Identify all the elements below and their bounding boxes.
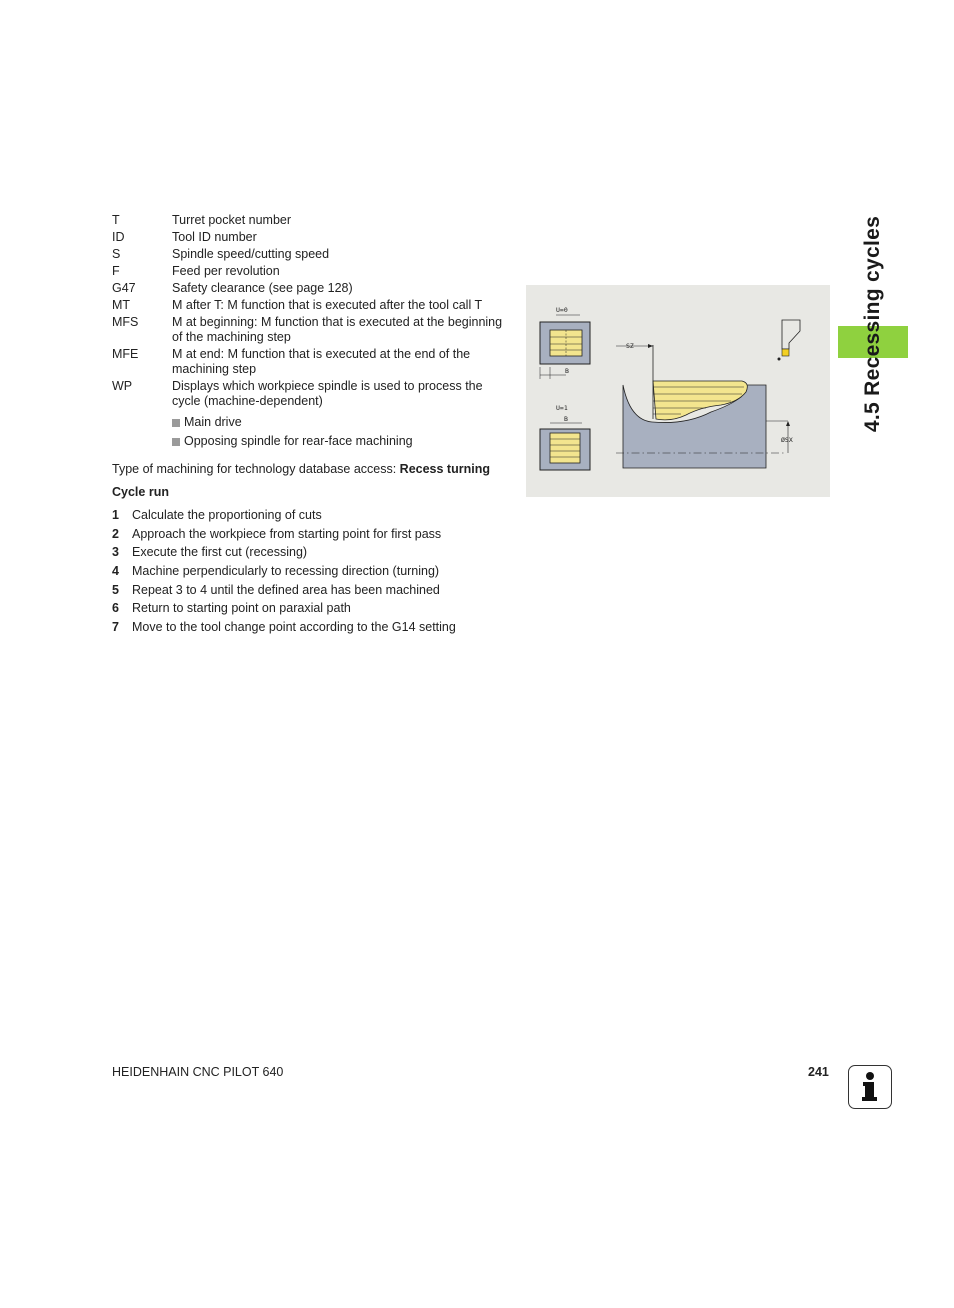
tool-insert xyxy=(782,349,789,356)
wp-options xyxy=(172,415,507,449)
step-number: 6 xyxy=(112,601,119,616)
param-desc: Safety clearance (see page 128) xyxy=(172,281,353,295)
param-row xyxy=(112,315,507,345)
wp-option-label: Opposing spindle for rear-face machining xyxy=(184,434,413,448)
param-code: F xyxy=(112,264,120,278)
step-text: Move to the tool change point according to the G14 setting xyxy=(132,620,456,635)
list-item xyxy=(112,508,512,523)
page-number: 241 xyxy=(808,1065,829,1079)
label-b-bottom: B xyxy=(564,415,568,423)
list-item xyxy=(112,564,512,579)
technology-prefix: Type of machining for technology database access: xyxy=(112,462,400,476)
cycle-steps xyxy=(112,508,512,639)
technology-value: Recess turning xyxy=(399,462,490,476)
param-code: WP xyxy=(112,379,133,393)
list-item xyxy=(112,583,512,598)
step-number: 5 xyxy=(112,582,119,597)
param-code: S xyxy=(112,247,121,261)
param-desc: Turret pocket number xyxy=(172,213,292,227)
step-text: Execute the first cut (recessing) xyxy=(132,545,308,560)
list-item xyxy=(172,434,507,449)
step-number: 2 xyxy=(112,526,119,541)
section-heading: Cycle run xyxy=(112,485,169,499)
footer-product: HEIDENHAIN CNC PILOT 640 xyxy=(112,1065,284,1079)
label-u1: U=1 xyxy=(556,404,568,412)
tool-holder xyxy=(782,320,800,349)
list-item xyxy=(112,620,512,635)
list-item xyxy=(112,545,512,560)
param-code: T xyxy=(112,213,120,227)
param-desc: M after T: M function that is executed after the tool call T xyxy=(172,298,483,312)
step-text: Approach the workpiece from starting point for first pass xyxy=(132,526,442,541)
arrow-icon xyxy=(648,344,653,348)
param-row xyxy=(112,347,507,377)
label-b-top: B xyxy=(565,367,569,375)
step-text: Repeat 3 to 4 until the defined area has been machined xyxy=(132,582,440,597)
technology-line xyxy=(112,462,490,477)
recess-turning-diagram xyxy=(526,285,830,497)
param-desc: Spindle speed/cutting speed xyxy=(172,247,330,261)
section-title: 4.5 Recessing cycles xyxy=(861,215,884,433)
param-row xyxy=(112,281,507,296)
step-number: 3 xyxy=(112,545,119,560)
param-row xyxy=(112,247,507,262)
param-row xyxy=(112,213,507,228)
step-text: Return to starting point on paraxial path xyxy=(132,601,351,616)
param-code: MFS xyxy=(112,315,139,329)
diagram-svg xyxy=(526,285,830,497)
param-code: MFE xyxy=(112,347,139,361)
bullet-square-icon xyxy=(172,438,180,446)
bullet-square-icon xyxy=(172,419,180,427)
param-row xyxy=(112,230,507,245)
param-row xyxy=(112,379,507,409)
parameter-list xyxy=(112,213,507,453)
tool-reference-point xyxy=(778,358,781,361)
step-number: 1 xyxy=(112,508,119,522)
param-desc: M at beginning: M function that is executed at the beginning of the machining step xyxy=(172,315,503,344)
info-icon[interactable] xyxy=(848,1065,892,1109)
step-number: 7 xyxy=(112,620,119,635)
arrow-icon xyxy=(786,421,790,426)
param-desc: Displays which workpiece spindle is used to process the cycle (machine-dependent) xyxy=(172,379,483,408)
param-code: G47 xyxy=(112,281,136,295)
param-desc: M at end: M function that is executed at the end of the machining step xyxy=(172,347,471,376)
param-code: MT xyxy=(112,298,131,312)
step-text: Calculate the proportioning of cuts xyxy=(132,508,322,522)
cut-area-u1 xyxy=(550,433,580,463)
param-desc: Feed per revolution xyxy=(172,264,280,278)
list-item xyxy=(112,601,512,616)
param-row xyxy=(112,264,507,279)
wp-option-label: Main drive xyxy=(184,415,242,429)
step-number: 4 xyxy=(112,564,119,579)
label-sx: ØSX xyxy=(781,436,793,444)
list-item xyxy=(112,527,512,542)
label-sz: SZ xyxy=(626,342,634,350)
param-desc: Tool ID number xyxy=(172,230,257,244)
step-text: Machine perpendicularly to recessing direction (turning) xyxy=(132,564,440,579)
list-item xyxy=(172,415,507,430)
param-code: ID xyxy=(112,230,125,244)
info-glyph xyxy=(849,1066,890,1107)
param-row xyxy=(112,298,507,313)
label-u0: U=0 xyxy=(556,306,568,314)
